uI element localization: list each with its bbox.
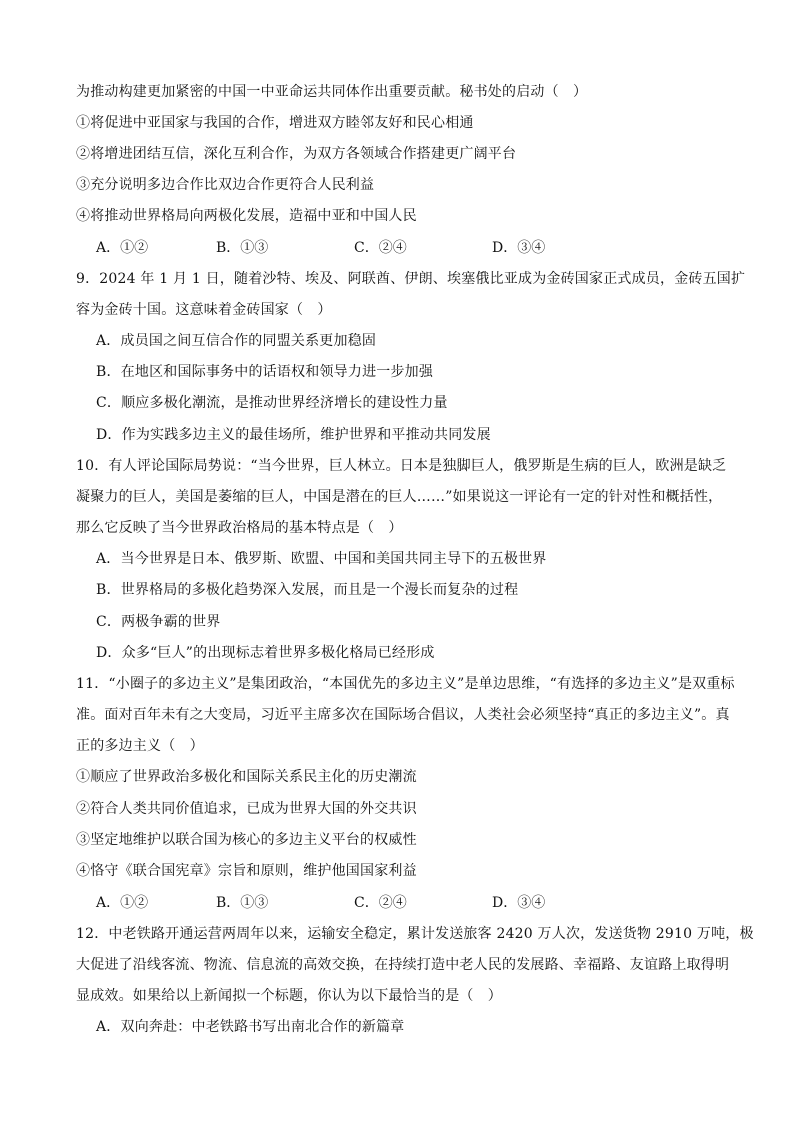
q11-item-3: ③坚定地维护以联合国为核心的多边主义平台的权威性 xyxy=(76,832,417,848)
q9-stem-line-1: 9．2024 年 1 月 1 日，随着沙特、埃及、阿联酋、伊朗、埃塞俄比亚成为金砖国家正式成员，金砖五国扩 xyxy=(76,271,746,287)
q11-option-d: D．③④ xyxy=(492,895,546,911)
q8-option-c: C．②④ xyxy=(354,240,407,256)
q11-option-b: B．①③ xyxy=(216,895,269,911)
q11-item-4: ④恪守《联合国宪章》宗旨和原则，维护他国国家利益 xyxy=(76,863,417,879)
q8-option-a: A．①② xyxy=(96,240,149,256)
q10-stem-line-2: 凝聚力的巨人，美国是萎缩的巨人，中国是潜在的巨人……”如果说这一评论有一定的针对性和概括性， xyxy=(76,489,723,505)
q12-stem-line-3: 显成效。如果给以上新闻拟一个标题，你认为以下最恰当的是（ ） xyxy=(76,988,502,1004)
q11-option-c: C．②④ xyxy=(354,895,407,911)
q11-item-1: ①顺应了世界政治多极化和国际关系民主化的历史潮流 xyxy=(76,769,417,785)
q9-option-b: B．在地区和国际事务中的话语权和领导力进一步加强 xyxy=(96,364,434,380)
q10-stem-line-1: 10．有人评论国际局势说：“当今世界，巨人林立。日本是独脚巨人，俄罗斯是生病的巨人，欧洲是缺乏 xyxy=(76,458,727,474)
q8-stem: 为推动构建更加紧密的中国一中亚命运共同体作出重要贡献。秘书处的启动（ ） xyxy=(76,84,588,100)
q11-stem-line-3: 正的多边主义（ ） xyxy=(76,738,204,754)
q10-stem-line-3: 那么它反映了当今世界政治格局的基本特点是（ ） xyxy=(76,520,403,536)
q11-option-a: A．①② xyxy=(96,895,149,911)
q8-item-1: ①将促进中亚国家与我国的合作，增进双方睦邻友好和民心相通 xyxy=(76,115,474,131)
q12-stem-line-1: 12．中老铁路开通运营两周年以来，运输安全稳定，累计发送旅客 2420 万人次，发送货物 2910 万吨，极 xyxy=(76,926,754,942)
q9-option-a: A．成员国之间互信合作的同盟关系更加稳固 xyxy=(96,333,377,349)
q8-item-2: ②将增进团结互信，深化互利合作，为双方各领域合作搭建更广阔平台 xyxy=(76,146,517,162)
q10-option-a: A．当今世界是日本、俄罗斯、欧盟、中国和美国共同主导下的五极世界 xyxy=(96,551,547,567)
q10-option-c: C．两极争霸的世界 xyxy=(96,614,221,630)
q9-option-c: C．顺应多极化潮流，是推动世界经济增长的建设性力量 xyxy=(96,395,448,411)
q11-stem-line-2: 准。面对百年未有之大变局，习近平主席多次在国际场合倡议，人类社会必须坚持“真正的多边主义”。真 xyxy=(76,707,730,723)
q9-stem-line-2: 容为金砖十国。这意味着金砖国家（ ） xyxy=(76,302,332,318)
q11-item-2: ②符合人类共同价值追求，已成为世界大国的外交共识 xyxy=(76,801,417,817)
q8-item-4: ④将推动世界格局向两极化发展，造福中亚和中国人民 xyxy=(76,208,417,224)
q10-option-d: D．众多“巨人”的出现标志着世界多极化格局已经形成 xyxy=(96,645,435,661)
q11-stem-line-1: 11．“小圈子的多边主义”是集团政治，“本国优先的多边主义”是单边思维，“有选择的多边主义”是双重标 xyxy=(76,676,735,692)
q12-stem-line-2: 大促进了沿线客流、物流、信息流的高效交换，在持续打造中老人民的发展路、幸福路、友谊路上取得明 xyxy=(76,957,730,973)
q8-item-3: ③充分说明多边合作比双边合作更符合人民利益 xyxy=(76,177,375,193)
q10-option-b: B．世界格局的多极化趋势深入发展，而且是一个漫长而复杂的过程 xyxy=(96,582,519,598)
q9-option-d: D．作为实践多边主义的最佳场所，维护世界和平推动共同发展 xyxy=(96,427,491,443)
q8-option-d: D．③④ xyxy=(492,240,546,256)
q8-option-b: B．①③ xyxy=(216,240,269,256)
q12-option-a: A．双向奔赴：中老铁路书写出南北合作的新篇章 xyxy=(96,1019,405,1035)
